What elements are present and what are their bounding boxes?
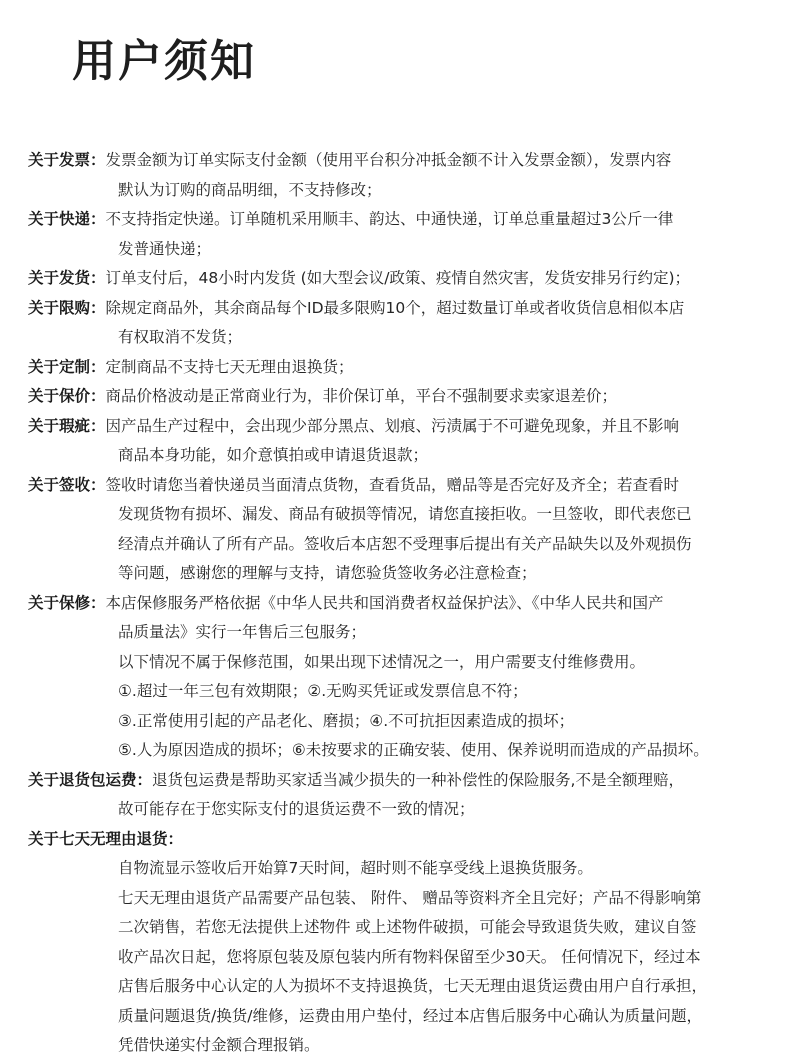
express-line-1 [28, 205, 778, 235]
price-protect-label: 关于保价： [28, 387, 106, 405]
shipping-text: 订单支付后，48小时内发货 (如大型会议/政策、疫情自然灾害，发货安排另行约定)； [105, 269, 690, 287]
return-shipping-text: 退货包运费是帮助买家适当减少损失的一种补偿性的保险服务,不是全额理赔， [152, 770, 684, 789]
receipt-label: 关于签收： [28, 475, 106, 494]
seven-day-return-line-3: 七天无理由退货产品需要产品包装、 附件、 赠品等资料齐全且完好；产品不得影响第 [118, 888, 702, 907]
warranty-label: 关于保修： [28, 593, 106, 612]
warranty-line-2: 品质量法》实行一年售后三包服务； [118, 623, 367, 641]
defect-line-1 [28, 412, 778, 442]
page-title: 用户须知 [72, 36, 256, 87]
receipt-line-4: 等问题，感谢您的理解与支持，请您验货签收务必注意检查； [118, 564, 537, 582]
invoice-line-1 [28, 146, 778, 176]
return-shipping-label: 关于退货包运费： [28, 770, 153, 789]
warranty-line-6: ⑤.人为原因造成的损坏；⑥未按要求的正确安装、使用、保养说明而造成的产品损坏。 [118, 741, 709, 759]
notice-content [28, 146, 778, 1061]
express-line-2: 发普通快递； [118, 239, 212, 258]
express-text: 不支持指定快递。订单随机采用顺丰、韵达、中通快递，订单总重量超过3公斤一律 [105, 210, 674, 228]
warranty-line-4: ①.超过一年三包有效期限；②.无购买凭证或发票信息不符； [118, 682, 528, 700]
express-label: 关于快递： [28, 210, 106, 228]
custom-text: 定制商品不支持七天无理由退换货； [105, 357, 354, 376]
seven-day-return-line-8: 凭借快递实付金额合理报销。 [118, 1036, 320, 1054]
defect-line-2: 商品本身功能，如介意慎拍或申请退货退款； [118, 446, 429, 464]
defect-label: 关于瑕疵： [28, 416, 106, 435]
price-protect-text: 商品价格波动是正常商业行为，非价保订单，平台不强制要求卖家退差价； [105, 387, 618, 405]
invoice-label: 关于发票： [28, 151, 106, 169]
seven-day-return-line-2: 自物流显示签收后开始算7天时间，超时则不能享受线上退换货服务。 [118, 859, 593, 877]
receipt-line-2: 发现货物有损坏、漏发、商品有破损等情况，请您直接拒收。一旦签收，即代表您已 [118, 505, 692, 523]
seven-day-return-line-1 [28, 825, 778, 855]
price-protect-line-1 [28, 382, 778, 412]
receipt-text: 签收时请您当着快递员当面清点货物，查看货品，赠品等是否完好及齐全；若查看时 [105, 475, 680, 494]
warranty-text: 本店保修服务严格依据《中华人民共和国消费者权益保护法》、《中华人民共和国产 [105, 593, 664, 612]
limit-label: 关于限购： [28, 298, 106, 317]
warranty-line-3: 以下情况不属于保修范围，如果出现下述情况之一，用户需要支付维修费用。 [118, 652, 646, 671]
custom-line-1 [28, 353, 778, 383]
custom-label: 关于定制： [28, 357, 106, 376]
seven-day-return-label: 关于七天无理由退货： [28, 829, 184, 848]
limit-text: 除规定商品外，其余商品每个ID最多限购10个，超过数量订单或者收货信息相似本店 [105, 298, 685, 317]
seven-day-return-line-6: 店售后服务中心认定的人为损坏不支持退换货，七天无理由退货运费由用户自行承担， [118, 977, 708, 995]
receipt-line-1 [28, 471, 778, 501]
seven-day-return-line-7: 质量问题退货/换货/维修，运费由用户垫付，经过本店售后服务中心确认为质量问题， [118, 1006, 702, 1025]
return-shipping-line-2: 故可能存在于您实际支付的退货运费不一致的情况； [118, 800, 475, 818]
warranty-line-5: ③.正常使用引起的产品老化、磨损；④.不可抗拒因素造成的损坏； [118, 711, 575, 730]
shipping-line-1 [28, 264, 778, 294]
limit-line-2: 有权取消不发货； [118, 328, 243, 346]
defect-text: 因产品生产过程中，会出现少部分黑点、划痕、污渍属于不可避免现象，并且不影响 [105, 416, 680, 435]
seven-day-return-line-5: 收产品次日起，您将原包装及原包装内所有物料保留至少30天。 任何情况下，经过本 [118, 947, 701, 966]
limit-line-1 [28, 294, 778, 324]
return-shipping-line-1 [28, 766, 778, 796]
shipping-label: 关于发货： [28, 269, 106, 287]
seven-day-return-line-4: 二次销售，若您无法提供上述物件 或上述物件破损，可能会导致退货失败，建议自签 [118, 918, 697, 936]
warranty-line-1 [28, 589, 778, 619]
receipt-line-3: 经清点并确认了所有产品。签收后本店恕不受理事后提出有关产品缺失以及外观损伤 [118, 534, 692, 553]
invoice-line-2: 默认为订购的商品明细，不支持修改； [118, 180, 382, 199]
invoice-text: 发票金额为订单实际支付金额（使用平台积分冲抵金额不计入发票金额），发票内容 [105, 151, 672, 169]
